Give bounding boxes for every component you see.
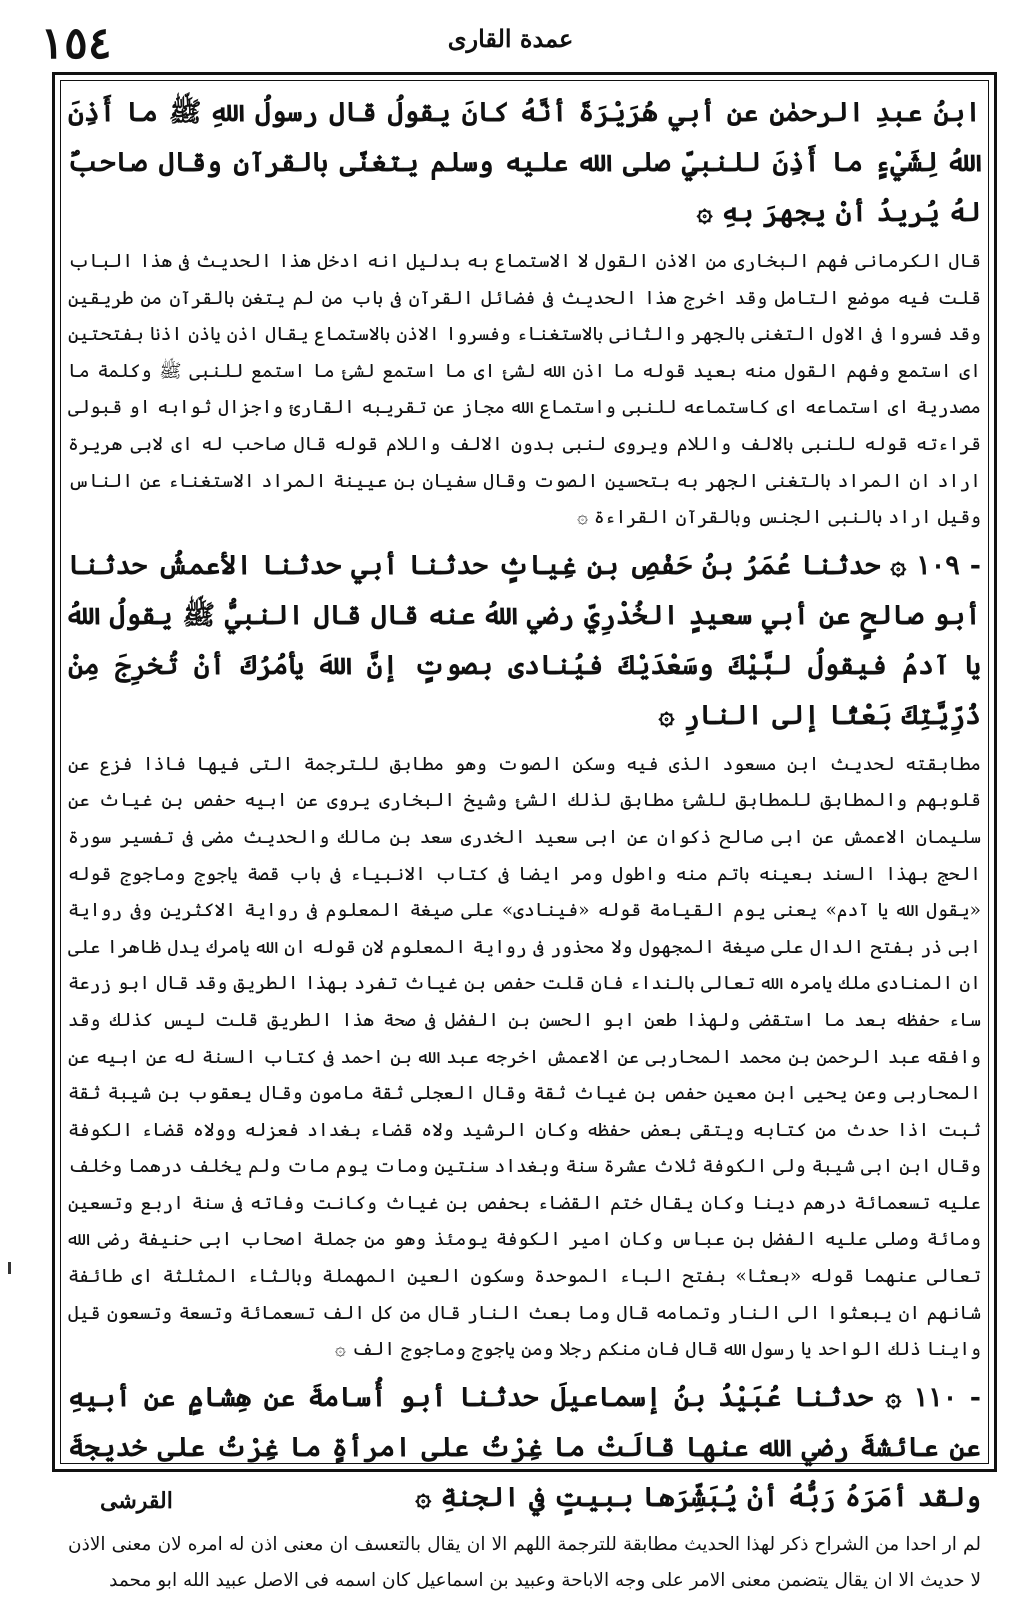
- commentary-109: مطابقته لحديث ابن مسعود الذى فيه وسكن الصوت وهو مطابق للترجمة التى فيها فاذا فزع عن قلوبهم والمطابق للمطابق للشئ مطابق لذلك الشئ وشيخ البخارى يروى عن ابيه حفص بن غياث عن سليمان الاعمش عن ابى صالح ذكوان عن ابى سعيد الخدرى سعد بن مالك والحديث مضى فى تفسير سورة الحج بهذا السند بعينه باتم منه واطول ومر ايضا فى كتاب الانبياء فى باب قصة ياجوج وماجوج قوله «يقول الله يا آدم» يعنى يوم القيامة قوله «فينادى» على صيغة المعلوم فى رواية الاكثرين وفى رواية ابى ذر بفتح الدال على صيغة المجهول ولا محذور فى رواية المعلوم لان قوله ان الله يامرك يدل ظاهرا على ان المنادى ملك يامره الله تعالى بالنداء فان قلت حفص بن غياث تفرد بهذا الطريق وقد قال ابو زرعة ساء حفظه بعد ما استقضى ولهذا طعن ابو الحسن بن الفضل فى صحة هذا الطريق قلت ليس كذلك وقد وافقه عبد الرحمن بن محمد المحاربى عن الاعمش اخرجه عبد الله بن احمد فى كتاب السنة له عن ابيه عن المحاربى وعن يحيى ابن معين حفص بن غياث ثقة وقال العجلى ثقة مامون وقال يعقوب بن شيبة ثقة ثبت اذا حدث من كتابه ويتقى بعض حفظه وكان الرشيد ولاه قضاء بغداد فعزله وولاه قضاء الكوفة وقال ابن ابى شيبة ولى الكوفة ثلاث عشرة سنة وبغداد سنتين ومات يوم مات ولم يخلف درهما وخلف عليه تسعمائة درهم دينا وكان يقال ختم القضاء بحفص بن غياث وكانت وفاته فى سنة اربع وتسعين ومائة وصلى عليه الفضل بن عباس وكان امير الكوفة يومئذ وهو من جملة اصحاب ابى حنيفة رضى الله تعالى عنهما قوله «بعثا» بفتح الباء الموحدة وسكون العين المهملة وبالثاء المثلثة اى طائفة شانهم ان يبعثوا الى النار وتمامه قال وما بعث النار قال من كل الف تسعمائة وتسعة وتسعون قيل واينا ذلك الواحد يا رسول الله قال فان منكم رجلا ومن ياجوج وماجوج الف ۞: [68, 753, 981, 1361]
- commentary-110: لم ار احدا من الشراح ذكر لهذا الحديث مطابقة للترجمة اللهم الا ان يقال بالتعسف ان معنى اذن له امره لان معنى الاذن لا حديث الا ان يقال يتضمن معنى الامر على وجه الاباحة وعبيد بن اسماعيل كان اسمه فى الاصل عبيد الله ابو محمد: [68, 1533, 981, 1592]
- catchword: القرشى: [100, 1488, 173, 1514]
- hadith-number-109: ١٠٩ -: [916, 549, 981, 581]
- hadith-block-109: [68, 541, 981, 741]
- hadith-text-109: ۞ حدثنا عُمَرُ بنُ حَفْصِ بنِ غِياثٍ حدثنا أبي حدثنا الأعمشُ حدثنا أبو صالحٍ عن أبي سعيدٍ الخُدْرِيِّ رضي اللهُ عنه قال قال النبيُّ ﷺ يقولُ اللهُ يا آدمُ فيقولُ لبَّيْكَ وسَعْدَيْكَ فيُنادى بصوتٍ إنَّ اللهَ يأمُرُكَ أنْ تُخرِجَ مِنْ ذُرِّيَّتِكَ بَعْثًا إلى النارِ ۞: [68, 549, 981, 731]
- hadith-number-110: ١١٠ -: [913, 1381, 981, 1413]
- running-title: عمدة القارى: [447, 24, 574, 53]
- margin-mark: [8, 1262, 11, 1274]
- hadith-text-110: ۞ حدثنا عُبَيْدُ بنُ إسماعيلَ حدثنا أبو أُسامةَ عن هِشامٍ عن أبيهِ عن عائشةَ رضي الله عنها قالَتْ ما غِرْتُ على امرأةٍ ما غِرْتُ على خديجةَ ولقد أمَرَهُ رَبُّهُ أنْ يُبَشِّرَها ببيتٍ في الجنةِ ۞: [68, 1381, 981, 1513]
- hadith-block-110: [68, 1373, 981, 1523]
- page-number: ١٥٤: [40, 18, 112, 69]
- commentary-1: قال الكرمانى فهم البخارى من الاذن القول لا الاستماع به بدليل انه ادخل هذا الحديث فى هذا الباب قلت فيه موضع التامل وقد اخرج هذا الحديث فى فضائل القرآن فى باب من لم يتغن بالقرآن من طريقين وقد فسروا فى الاول التغنى بالجهر والثانى بالاستغناء وفسروا الاذن بالاستماع يقال اذن ياذن اذنا بفتحتين اى استمع وفهم القول منه بعيد قوله ما اذن الله لشئ اى ما استمع لشئ ما استمع للنبى ﷺ وكلمة ما مصدرية اى استماعه اى كاستماعه للنبى واستماع الله مجاز عن تقريبه القارئ واجزال ثوابه او قبولى قراءته قوله للنبى بالالف واللام ويروى لنبى بدون الالف واللام قوله قال صاحب له اى لابى هريرة اراد ان المراد بالتغنى الجهر به بتحسين الصوت وقال سفيان بن عيينة المراد الاستغناء عن الناس وقيل اراد بالنبى الجنس وبالقرآن القراءة ۞: [68, 251, 981, 529]
- hadith-text-1: ابنُ عبدِ الرحمٰنِ عن أبي هُرَيْرَةَ أنَّهُ كانَ يقولُ قال رسولُ اللهِ ﷺ ما أَذِنَ اللهُ لِشَيْءٍ ما أَذِنَ للنبيِّ صلى الله عليه وسلم يتغنّى بالقرآنِ وقال صاحبٌ لهُ يُريدُ أنْ يجهرَ بهِ ۞: [68, 97, 981, 228]
